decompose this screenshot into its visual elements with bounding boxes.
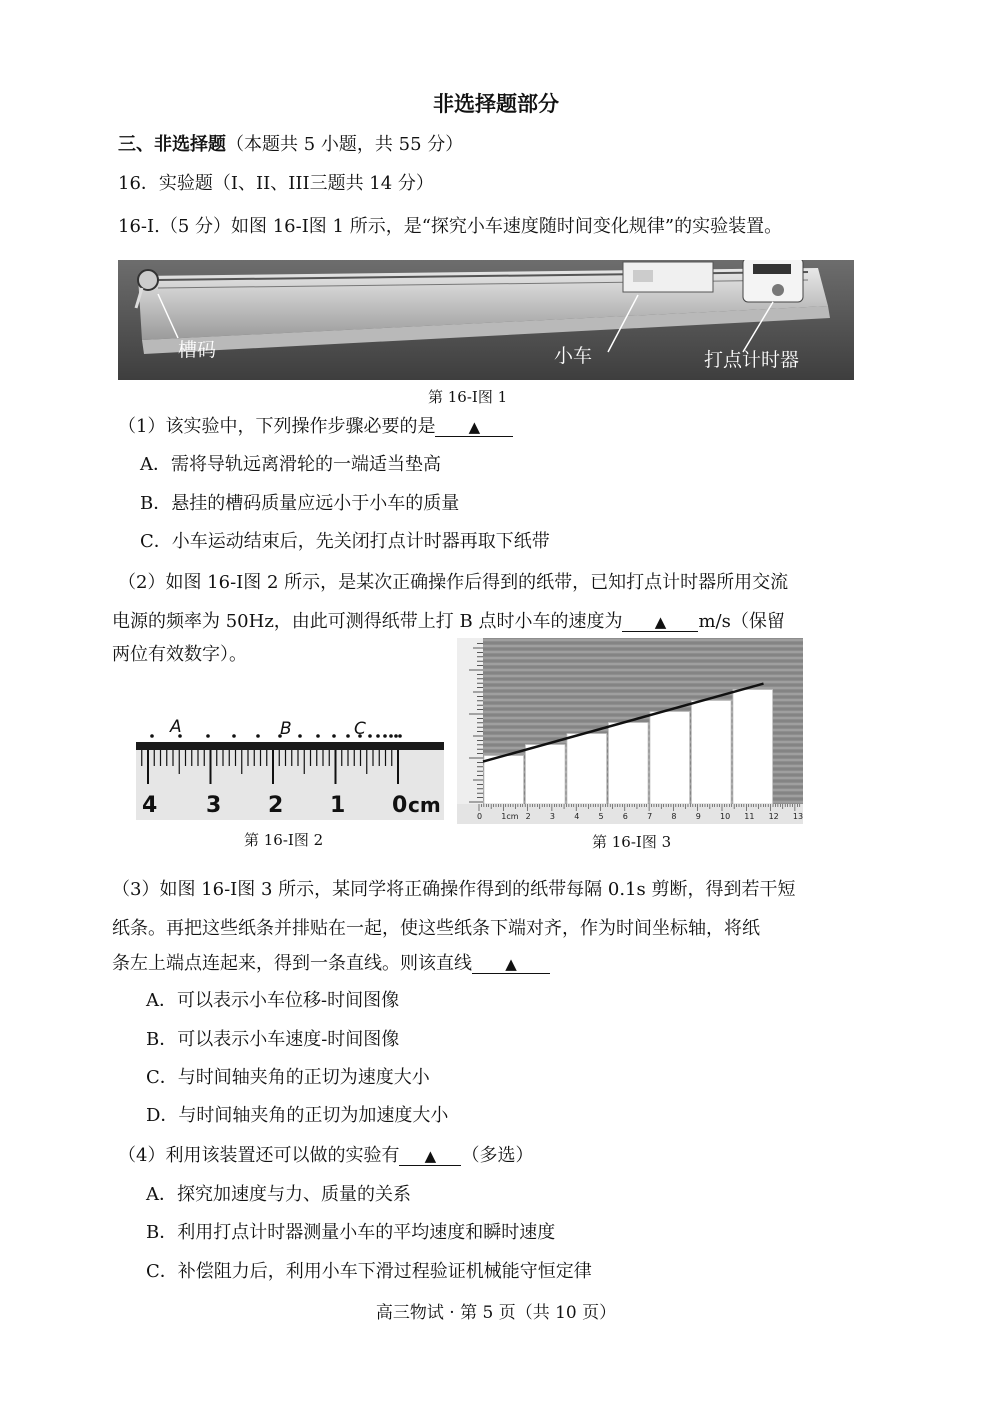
- q1-stem: [118, 412, 513, 438]
- q3-option-b: B．可以表示小车速度-时间图像: [146, 1029, 400, 1050]
- q1-answer-blank: ▲: [435, 418, 513, 437]
- tape-dot: [398, 734, 402, 738]
- q1-option-b: B．悬挂的槽码质量应远小于小车的质量: [140, 493, 460, 514]
- scale-label: 5: [598, 812, 604, 821]
- strips-illustration: [457, 638, 803, 824]
- q2-line3: 两位有效数字）。: [112, 644, 247, 665]
- label-weights: 槽码: [178, 339, 217, 361]
- point-label-a: A: [170, 717, 182, 737]
- section-heading: [118, 130, 463, 156]
- scale-label: 9: [695, 812, 701, 821]
- ruler-number-4: 4: [142, 793, 158, 818]
- point-label-b: B: [280, 719, 292, 739]
- q4-stem-prefix: （4）利用该装置还可以做的实验有: [118, 1145, 400, 1166]
- label-timer: 打点计时器: [704, 349, 800, 371]
- tape-dot: [150, 734, 154, 738]
- tape-dot: [256, 734, 260, 738]
- tape-dot: [206, 734, 210, 738]
- scale-label: 13: [792, 812, 803, 821]
- paper-strip: [650, 712, 690, 804]
- tape-dot: [232, 734, 236, 738]
- ruler-number-3: 3: [206, 793, 222, 818]
- paper-strip: [484, 756, 524, 804]
- scale-label: 3: [549, 812, 555, 821]
- q4-option-c: C．补偿阻力后，利用小车下滑过程验证机械能守恒定律: [146, 1261, 592, 1282]
- q2-line1: （2）如图 16-I图 2 所示，是某次正确操作后得到的纸带，已知打点计时器所用交流: [118, 572, 789, 593]
- q4-option-a: A．探究加速度与力、质量的关系: [146, 1184, 411, 1205]
- section-heading-label: 三、非选择题: [118, 134, 226, 155]
- paper-strip: [567, 734, 607, 804]
- tape-dot: [383, 734, 387, 738]
- tape-dot: [389, 734, 393, 738]
- q16-heading: 16．实验题（I、II、III三题共 14 分）: [118, 173, 434, 194]
- scale-label: 1cm: [501, 812, 519, 821]
- q3-line3: [112, 949, 550, 975]
- tape-dot: [332, 734, 336, 738]
- q2-answer-blank: ▲: [622, 613, 698, 632]
- q3-line2: 纸条。再把这些纸条并排贴在一起，使这些纸条下端对齐，作为时间坐标轴，将纸: [112, 918, 760, 939]
- q3-answer-blank: ▲: [472, 955, 550, 974]
- scale-label: 11: [744, 812, 755, 821]
- q1-option-a: A．需将导轨远离滑轮的一端适当垫高: [140, 454, 441, 475]
- q16-1-intro: 16-I.（5 分）如图 16-I图 1 所示，是“探究小车速度随时间变化规律”的实验装置。: [118, 216, 783, 237]
- paper-strip: [526, 745, 566, 804]
- q3-option-d: D．与时间轴夹角的正切为加速度大小: [146, 1105, 449, 1126]
- q1-stem-text: （1）该实验中，下列操作步骤必要的是: [118, 416, 436, 437]
- scale-label: 6: [622, 812, 628, 821]
- scale-label: 10: [720, 812, 731, 821]
- figure1-apparatus-photo: [118, 260, 854, 380]
- tape-dot: [394, 734, 398, 738]
- ruler-unit: cm: [408, 793, 441, 817]
- figure2-caption: 第 16-I图 2: [244, 831, 324, 849]
- pulley: [138, 270, 158, 290]
- scale-label: 8: [671, 812, 677, 821]
- label-cart: 小车: [554, 345, 593, 367]
- tape-dot: [376, 734, 380, 738]
- point-label-c: C: [354, 719, 366, 739]
- ruler-number-1: 1: [330, 793, 346, 818]
- q4-option-b: B．利用打点计时器测量小车的平均速度和瞬时速度: [146, 1222, 556, 1243]
- q1-option-c: C．小车运动结束后，先关闭打点计时器再取下纸带: [140, 531, 550, 552]
- figure1-caption: 第 16-I图 1: [428, 388, 508, 406]
- scale-label: 7: [647, 812, 653, 821]
- q2-line2-suffix: m/s（保留: [698, 611, 785, 632]
- ruler-number-2: 2: [268, 793, 284, 818]
- q4-stem: [118, 1141, 533, 1167]
- apparatus-illustration: [118, 260, 854, 380]
- section-title: 非选择题部分: [433, 91, 559, 116]
- q3-option-c: C．与时间轴夹角的正切为速度大小: [146, 1067, 430, 1088]
- tape-dot: [368, 734, 372, 738]
- section-heading-note: （本题共 5 小题，共 55 分）: [226, 134, 464, 155]
- scale-label: 4: [574, 812, 580, 821]
- paper-tape: [136, 742, 444, 750]
- scale-label: 2: [525, 812, 531, 821]
- q4-stem-suffix: （多选）: [461, 1145, 534, 1166]
- ruler-number-0: 0: [392, 793, 408, 818]
- ruler-illustration: [134, 712, 446, 820]
- paper-strip: [692, 701, 732, 804]
- tape-dot: [346, 734, 350, 738]
- q2-line2: [112, 607, 785, 633]
- tape-dot: [298, 734, 302, 738]
- q4-answer-blank: ▲: [399, 1147, 461, 1166]
- q2-line2-prefix: 电源的频率为 50Hz，由此可测得纸带上打 B 点时小车的速度为: [112, 611, 623, 632]
- paper-strip: [733, 690, 773, 804]
- scale-label: 0: [477, 812, 483, 821]
- page-footer: 高三物试 · 第 5 页（共 10 页）: [375, 1303, 617, 1323]
- scale-label: 12: [768, 812, 779, 821]
- figure3-paper-strips: [457, 638, 803, 824]
- figure3-caption: 第 16-I图 3: [592, 833, 672, 851]
- tape-dot: [316, 734, 320, 738]
- figure2-ruler-tape: [134, 712, 446, 820]
- q3-option-a: A．可以表示小车位移-时间图像: [146, 990, 400, 1011]
- q3-line3-prefix: 条左上端点连起来，得到一条直线。则该直线: [112, 953, 472, 974]
- q3-line1: （3）如图 16-I图 3 所示，某同学将正确操作得到的纸带每隔 0.1s 剪断，得到若干短: [112, 879, 796, 900]
- paper-strip: [609, 723, 649, 804]
